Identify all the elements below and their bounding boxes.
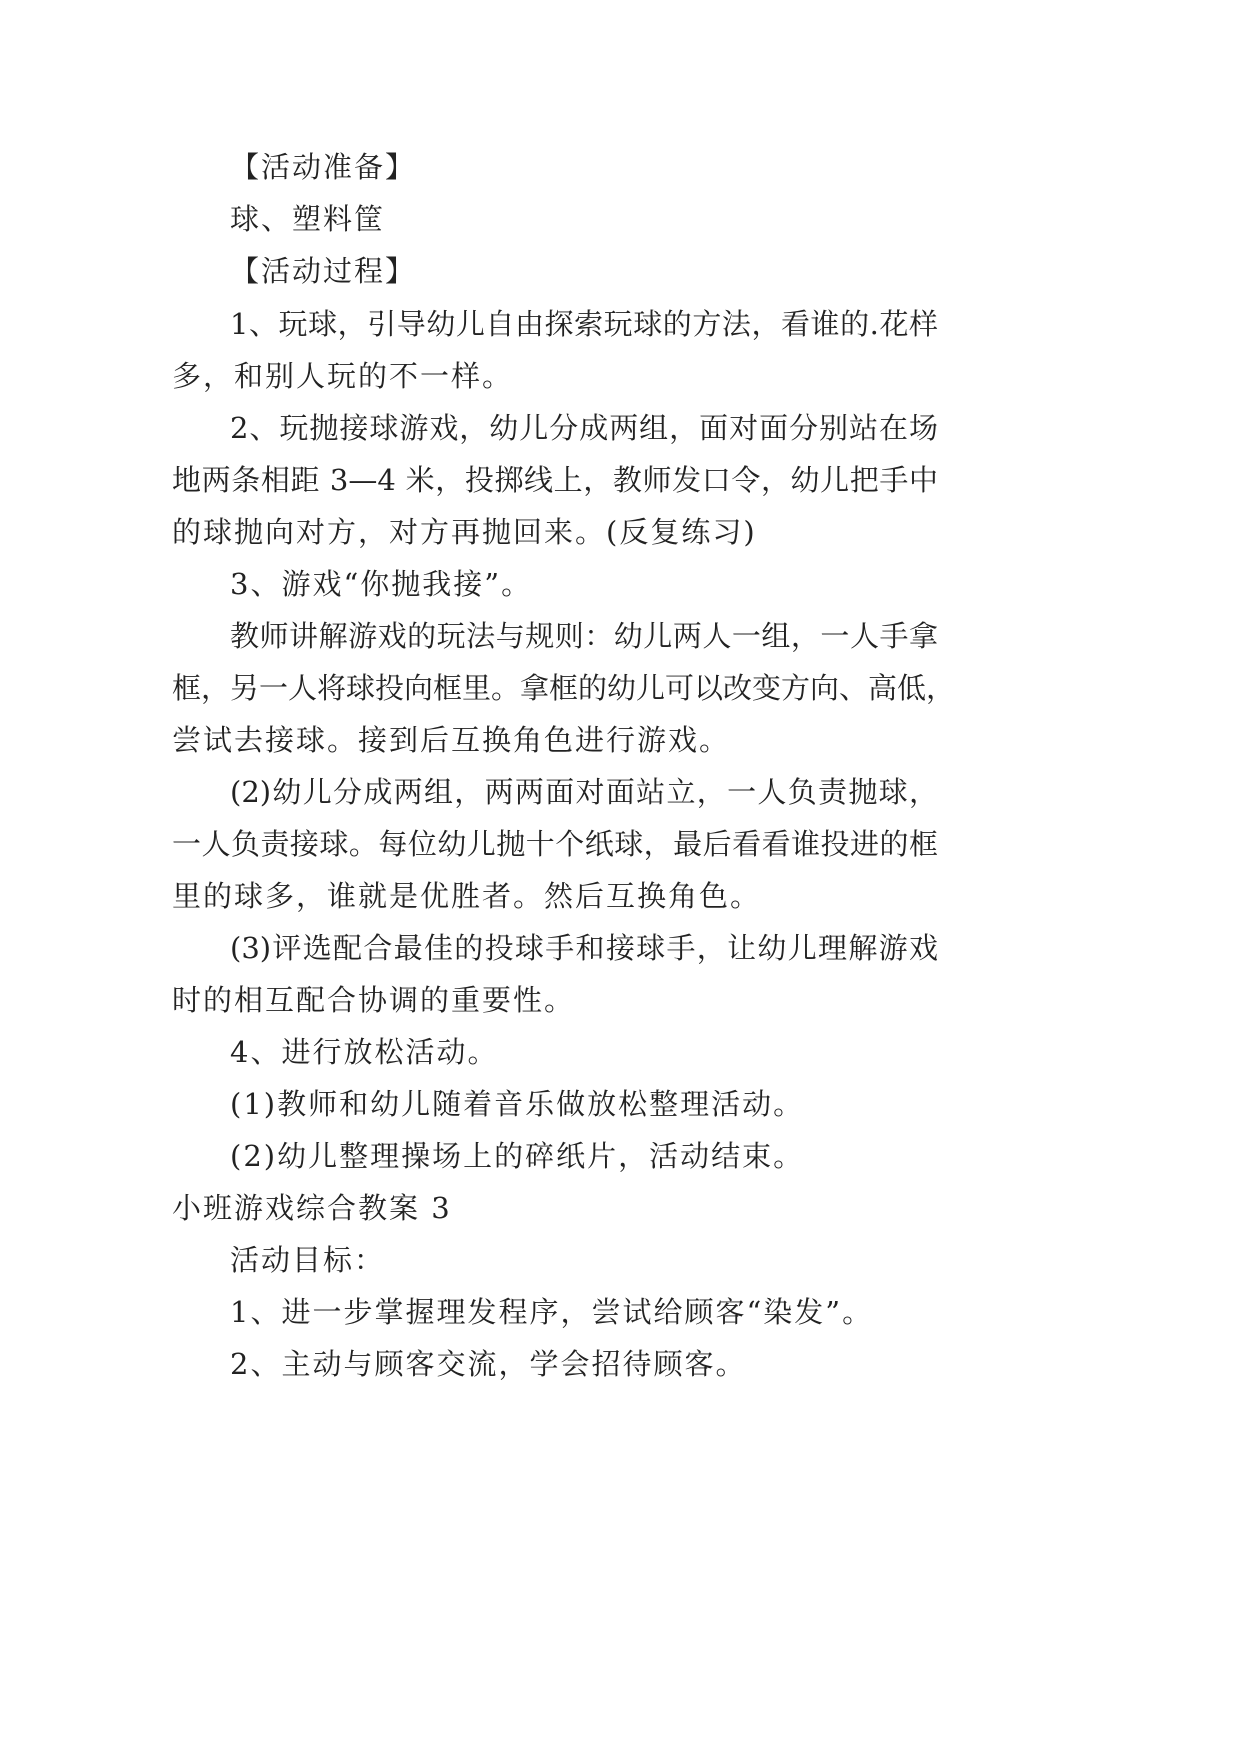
goal-item-1: 1、进一步掌握理发程序，尝试给顾客“染发”。 [230,1295,874,1329]
heading-activity-goals: 活动目标： [230,1243,386,1277]
text-materials: 球、塑料筐 [230,202,386,236]
paragraph-step-1-line-1: 1、玩球，引导幼儿自由探索玩球的方法，看谁的.花样 [230,307,938,341]
paragraph-substep-2-line-1: (2)幼儿分成两组，两两面对面站立，一人负责抛球， [230,775,938,809]
paragraph-substep-2-line-3: 里的球多，谁就是优胜者。然后互换角色。 [172,879,762,913]
paragraph-step-2-line-2: 地两条相距 3—4 米，投掷线上，教师发口令，幼儿把手中 [172,463,938,497]
paragraph-rules-line-3: 尝试去接球。接到后互换角色进行游戏。 [172,723,731,757]
paragraph-step-2-line-1: 2、玩抛接球游戏，幼儿分成两组，面对面分别站在场 [230,411,938,445]
paragraph-substep-3-line-1: (3)评选配合最佳的投球手和接球手，让幼儿理解游戏 [230,931,938,965]
goal-item-2: 2、主动与顾客交流，学会招待顾客。 [230,1347,747,1381]
paragraph-step-3: 3、游戏“你抛我接”。 [230,567,533,601]
heading-activity-preparation: 【活动准备】 [230,150,417,184]
section-title-lesson-plan-3: 小班游戏综合教案 3 [172,1191,452,1225]
paragraph-step-4: 4、进行放松活动。 [230,1035,499,1069]
paragraph-step-4-sub-2: (2)幼儿整理操场上的碎纸片，活动结束。 [230,1139,805,1173]
paragraph-rules-line-2: 框，另一人将球投向框里。拿框的幼儿可以改变方向、高低， [172,671,956,705]
paragraph-step-1-line-2: 多，和别人玩的不一样。 [172,359,514,393]
heading-activity-process: 【活动过程】 [230,254,417,288]
paragraph-step-2-line-3: 的球抛向对方，对方再抛回来。(反复练习) [172,515,757,549]
paragraph-substep-2-line-2: 一人负责接球。每位幼儿抛十个纸球，最后看看谁投进的框 [172,827,938,861]
paragraph-substep-3-line-2: 时的相互配合协调的重要性。 [172,983,576,1017]
paragraph-step-4-sub-1: (1)教师和幼儿随着音乐做放松整理活动。 [230,1087,805,1121]
paragraph-rules-line-1: 教师讲解游戏的玩法与规则：幼儿两人一组，一人手拿 [230,619,938,653]
